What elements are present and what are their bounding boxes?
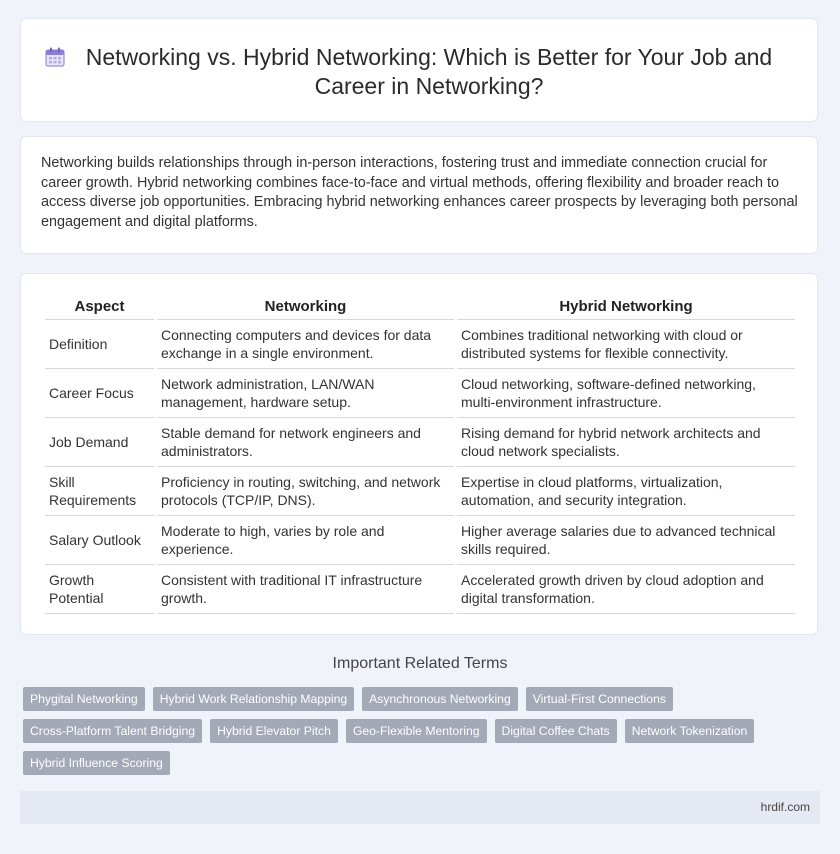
related-term-tag[interactable]: Phygital Networking <box>23 687 145 711</box>
row-hybrid: Higher average salaries due to advanced technical skills required. <box>457 516 795 565</box>
title-card <box>20 18 818 122</box>
row-networking: Consistent with traditional IT infrastructure growth. <box>157 565 454 614</box>
related-term-tag[interactable]: Asynchronous Networking <box>362 687 518 711</box>
row-aspect: Career Focus <box>45 369 154 418</box>
row-aspect: Definition <box>45 320 154 369</box>
intro-paragraph: Networking builds relationships through in-person interactions, fostering trust and immediate connection crucial for career growth. Hybrid networking combines face-to-face and virtual methods, offering flexibility and broader reach to access diverse job opportunities. Embracing hybrid networking enhances career prospects by leveraging both personal engagement and digital platforms. <box>41 155 798 230</box>
page-title: Networking vs. Hybrid Networking: Which is Better for Your Job and Career in Networking? <box>85 44 773 99</box>
table-row <box>45 418 795 467</box>
related-term-tag[interactable]: Cross-Platform Talent Bridging <box>23 719 202 743</box>
row-hybrid: Accelerated growth driven by cloud adoption and digital transformation. <box>457 565 795 614</box>
table-row <box>45 320 795 369</box>
table-row <box>45 565 795 614</box>
comparison-table-card <box>20 273 818 635</box>
header-aspect: Aspect <box>45 296 154 320</box>
related-term-tag[interactable]: Geo-Flexible Mentoring <box>346 719 487 743</box>
row-hybrid: Rising demand for hybrid network architects and cloud network specialists. <box>457 418 795 467</box>
intro-card <box>20 136 818 254</box>
row-networking: Connecting computers and devices for data exchange in a single environment. <box>157 320 454 369</box>
row-networking: Moderate to high, varies by role and experience. <box>157 516 454 565</box>
table-header-row <box>45 296 795 320</box>
row-aspect: Growth Potential <box>45 565 154 614</box>
related-term-tag[interactable]: Virtual-First Connections <box>526 687 673 711</box>
footer-site-link[interactable]: hrdif.com <box>760 800 810 814</box>
row-networking: Network administration, LAN/WAN management, hardware setup. <box>157 369 454 418</box>
header-networking: Networking <box>157 296 454 320</box>
related-terms-title: Important Related Terms <box>332 655 508 672</box>
related-term-tag[interactable]: Hybrid Work Relationship Mapping <box>153 687 354 711</box>
row-aspect: Job Demand <box>45 418 154 467</box>
row-aspect: Skill Requirements <box>45 467 154 516</box>
related-term-tag[interactable]: Hybrid Influence Scoring <box>23 751 170 775</box>
header-hybrid-networking: Hybrid Networking <box>457 296 795 320</box>
row-networking: Proficiency in routing, switching, and network protocols (TCP/IP, DNS). <box>157 467 454 516</box>
row-hybrid: Combines traditional networking with cloud or distributed systems for flexible connectivity. <box>457 320 795 369</box>
footer <box>20 791 820 824</box>
row-hybrid: Expertise in cloud platforms, virtualization, automation, and security integration. <box>457 467 795 516</box>
comparison-table <box>42 296 798 614</box>
related-term-tag[interactable]: Network Tokenization <box>625 719 755 743</box>
row-networking: Stable demand for network engineers and administrators. <box>157 418 454 467</box>
table-row <box>45 369 795 418</box>
table-row <box>45 516 795 565</box>
row-aspect: Salary Outlook <box>45 516 154 565</box>
related-terms-list <box>23 687 783 775</box>
related-term-tag[interactable]: Hybrid Elevator Pitch <box>210 719 338 743</box>
row-hybrid: Cloud networking, software-defined networking, multi-environment infrastructure. <box>457 369 795 418</box>
table-row <box>45 467 795 516</box>
related-term-tag[interactable]: Digital Coffee Chats <box>495 719 617 743</box>
